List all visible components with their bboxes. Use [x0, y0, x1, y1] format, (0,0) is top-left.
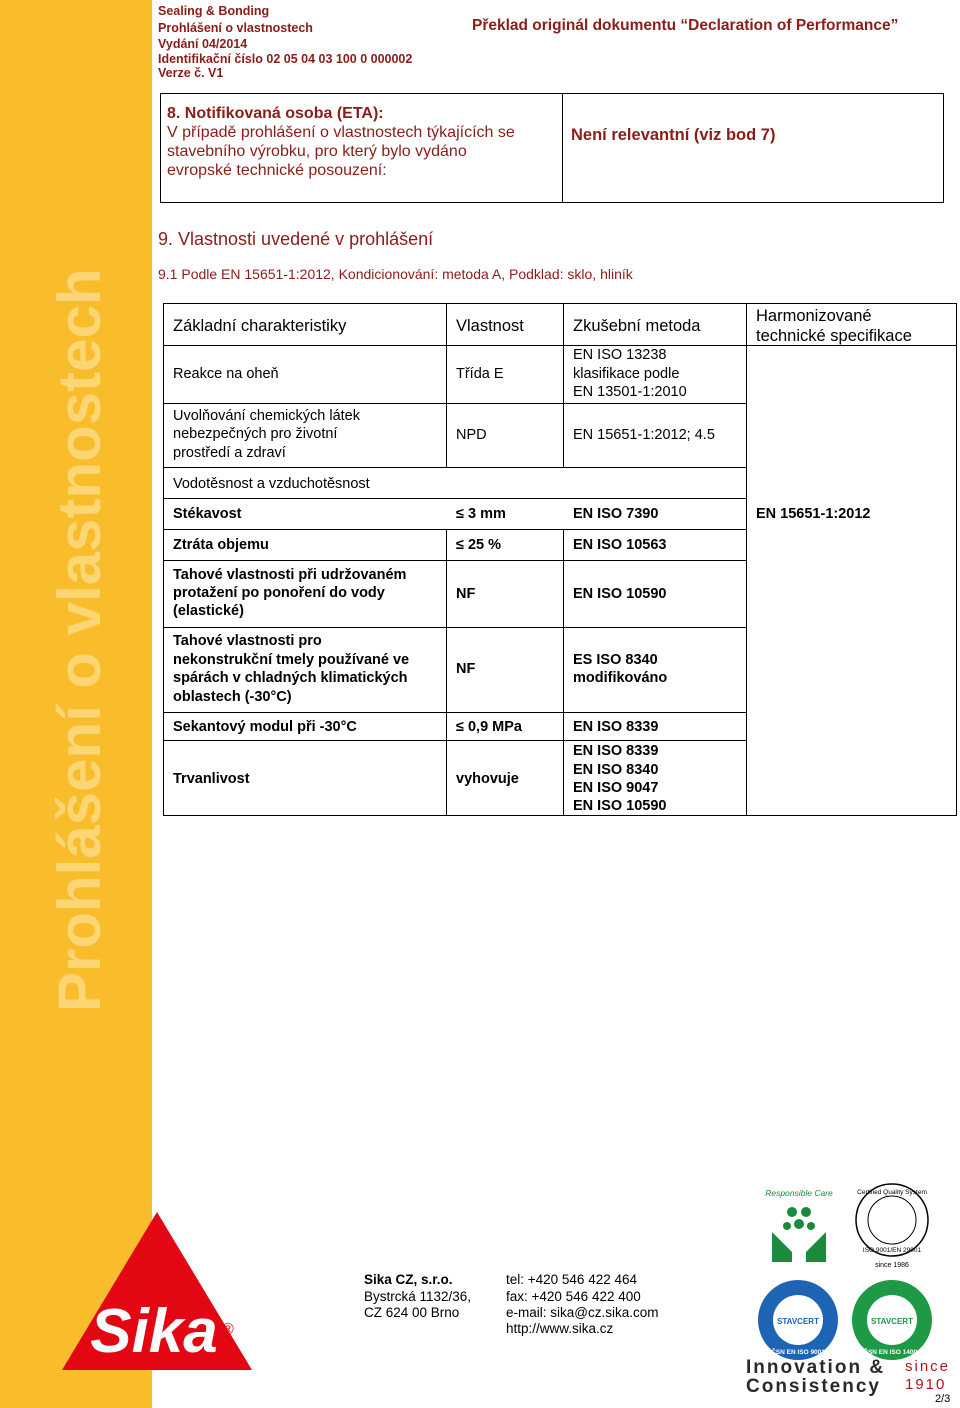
footer-fax: fax: +420 546 422 400: [506, 1289, 641, 1304]
table-header-characteristics: Základní charakteristiky: [173, 317, 347, 335]
table-row-9-method-3: EN ISO 9047: [573, 780, 659, 796]
table-row-2-characteristic-1: Uvolňování chemických látek: [173, 408, 360, 424]
vertical-title: Prohlášení o vlastnostech: [46, 268, 113, 1012]
footer-tel: tel: +420 546 422 464: [506, 1272, 637, 1287]
table-border-top: [163, 303, 957, 304]
table-col-divider-2a: [563, 303, 564, 467]
table-row-4-method: EN ISO 7390: [573, 506, 659, 522]
stavcert-9001-label: STAVCERT: [777, 1317, 819, 1326]
table-row-7-characteristic-1: Tahové vlastnosti pro: [173, 633, 322, 649]
certified-quality-seal: [852, 1180, 932, 1270]
table-row-2-property: NPD: [456, 427, 487, 443]
table-row-9-characteristic: Trvanlivost: [173, 771, 250, 787]
table-row-8-property: ≤ 0,9 MPa: [456, 719, 522, 735]
stavcert-14001-seal: [850, 1278, 934, 1362]
section-8-text-1: V případě prohlášení o vlastnostech týkajících se: [167, 124, 515, 141]
table-row-1-method-3: EN 13501-1:2010: [573, 384, 687, 400]
footer-web: http://www.sika.cz: [506, 1321, 614, 1336]
table-border-right: [956, 303, 957, 816]
since-1986-text: since 1986: [875, 1262, 909, 1269]
table-row-6-characteristic-2: protažení po ponoření do vody: [173, 585, 385, 601]
table-col-divider-1b: [446, 529, 447, 816]
footer-street: Bystrcká 1132/36,: [364, 1289, 472, 1304]
responsible-care-logo: [762, 1182, 836, 1274]
table-row-2-method: EN 15651-1:2012; 4.5: [573, 427, 715, 443]
responsible-care-text: Responsible Care: [765, 1188, 833, 1198]
footer-company: Sika CZ, s.r.o.: [364, 1272, 453, 1287]
sika-logo: [62, 1212, 252, 1372]
stavcert-14001-label: STAVCERT: [871, 1317, 913, 1326]
section-8-box: [160, 93, 944, 203]
header-document-title: Překlad originál dokumentu “Declaration of Performance”: [472, 17, 899, 34]
header-line-3: Vydání 04/2014: [158, 37, 248, 51]
table-row-divider-4: [163, 529, 747, 530]
consistency-text: Consistency: [746, 1376, 881, 1397]
table-row-1-characteristic: Reakce na oheň: [173, 366, 279, 382]
table-row-3-characteristic: Vodotěsnost a vzduchotěsnost: [173, 476, 370, 492]
table-row-2-characteristic-3: prostředí a zdraví: [173, 445, 286, 461]
section-8-divider: [562, 94, 563, 202]
since-1910-slogan: [905, 1358, 950, 1394]
table-row-7-characteristic-3: spárách v chladných klimatických: [173, 670, 408, 686]
footer-city: CZ 624 00 Brno: [364, 1305, 460, 1320]
table-row-6-method: EN ISO 10590: [573, 586, 667, 602]
since-text: since: [905, 1358, 951, 1375]
certified-quality-text: Certified Quality System: [857, 1189, 927, 1196]
stavcert-9001-seal: [756, 1278, 840, 1362]
harmonized-spec-value: EN 15651-1:2012: [756, 506, 871, 522]
table-row-7-method-2: modifikováno: [573, 670, 668, 686]
innovation-consistency-slogan: [746, 1358, 885, 1396]
table-row-1-property: Třída E: [456, 366, 504, 382]
table-row-6-characteristic-1: Tahové vlastnosti při udržovaném: [173, 567, 407, 583]
table-row-4-property: ≤ 3 mm: [456, 506, 506, 522]
table-row-divider-3: [163, 498, 747, 499]
table-row-5-property: ≤ 25 %: [456, 537, 502, 553]
table-row-9-method-1: EN ISO 8339: [573, 743, 659, 759]
csn-9001-label: ČSN EN ISO 9001: [771, 1349, 825, 1356]
table-row-divider-6: [163, 627, 747, 628]
table-row-9-method-2: EN ISO 8340: [573, 762, 659, 778]
table-row-divider-1: [163, 403, 747, 404]
footer-email: e-mail: sika@cz.sika.com: [506, 1305, 659, 1320]
section-8-value: Není relevantní (viz bod 7): [571, 126, 776, 144]
table-row-5-method: EN ISO 10563: [573, 537, 667, 553]
table-row-6-property: NF: [456, 586, 476, 602]
table-header-property: Vlastnost: [456, 317, 524, 335]
table-row-9-method-4: EN ISO 10590: [573, 798, 667, 814]
table-row-6-characteristic-3: (elastické): [173, 603, 244, 619]
table-row-8-characteristic: Sekantový modul při -30°C: [173, 719, 357, 735]
header-line-5: Verze č. V1: [158, 66, 224, 80]
table-col-divider-1a: [446, 303, 447, 467]
table-row-1-method-2: klasifikace podle: [573, 366, 680, 382]
registered-mark: ®: [222, 1321, 234, 1338]
table-header-harmonized-1: Harmonizované: [756, 307, 872, 325]
table-col-divider-2b: [563, 529, 564, 816]
table-header-harmonized-2: technické specifikace: [756, 327, 912, 345]
table-row-divider-7: [163, 712, 747, 713]
header-line-2: Prohlášení o vlastnostech: [158, 21, 313, 35]
table-row-8-method: EN ISO 8339: [573, 719, 659, 735]
csn-14001-label: ČSN EN ISO 14001: [863, 1349, 921, 1356]
table-row-7-method-1: ES ISO 8340: [573, 652, 658, 668]
sika-logo-text: Sika: [90, 1297, 218, 1366]
table-row-7-characteristic-4: oblastech (-30°C): [173, 689, 292, 705]
table-row-divider-5: [163, 560, 747, 561]
table-border-bottom: [163, 815, 957, 816]
section-8-label: [167, 104, 559, 180]
section-8-text-2: stavebního výrobku, pro který bylo vydáno: [167, 143, 467, 160]
innovation-text: Innovation &: [746, 1357, 886, 1378]
table-row-divider-2: [163, 467, 747, 468]
table-row-1-method-1: EN ISO 13238: [573, 347, 667, 363]
table-row-7-characteristic-2: nekonstrukční tmely používané ve: [173, 652, 410, 668]
table-row-7-property: NF: [456, 661, 476, 677]
section-9-heading: 9. Vlastnosti uvedené v prohlášení: [158, 229, 434, 249]
table-header-test-method: Zkušební metoda: [573, 317, 701, 335]
section-9-1-subheading: 9.1 Podle EN 15651-1:2012, Kondicionování: metoda A, Podklad: sklo, hliník: [158, 266, 633, 282]
table-row-divider-8: [163, 740, 747, 741]
table-row-5-characteristic: Ztráta objemu: [173, 537, 269, 553]
header-line-4: Identifikační číslo 02 05 04 03 100 0 000002: [158, 52, 413, 66]
iso-9001-text: ISO 9001/EN 29001: [862, 1247, 922, 1254]
section-8-heading: 8. Notifikovaná osoba (ETA):: [167, 105, 384, 122]
header-line-1: Sealing & Bonding: [158, 4, 270, 18]
section-8-text-3: evropské technické posouzení:: [167, 162, 387, 179]
table-row-4-characteristic: Stékavost: [173, 506, 242, 522]
page-number: 2/3: [935, 1393, 951, 1405]
table-row-9-property: vyhovuje: [456, 771, 519, 787]
table-row-2-characteristic-2: nebezpečných pro životní: [173, 426, 338, 442]
since-year: 1910: [905, 1376, 947, 1393]
